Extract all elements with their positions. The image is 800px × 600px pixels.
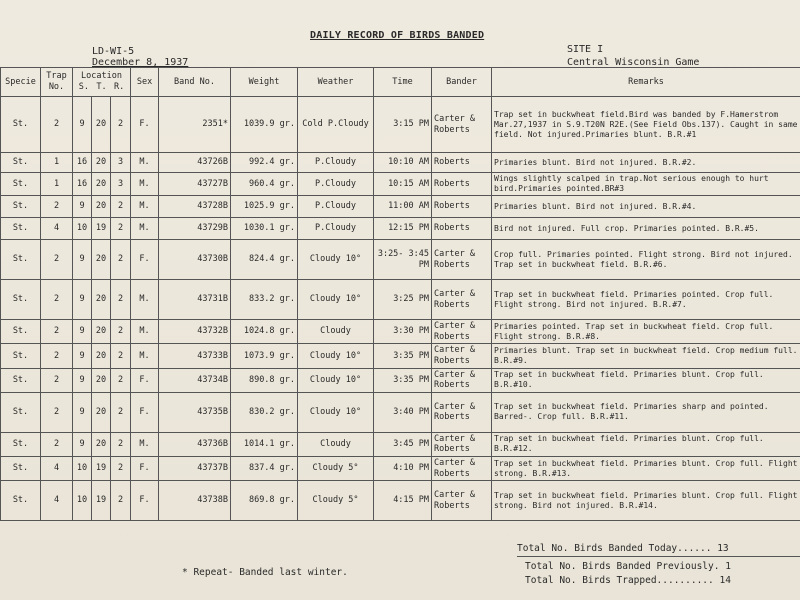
cell-trap: 2 (41, 196, 73, 218)
cell-time: 4:15 PM (374, 481, 432, 521)
cell-bander: Carter & Roberts (432, 432, 492, 456)
cell-species: St. (1, 97, 41, 153)
cell-species: St. (1, 196, 41, 218)
cell-remarks: Trap set in buckwheat field. Primaries sharp and pointed. Barred-. Crop full. B.R.#11. (492, 392, 800, 432)
cell-sex: M. (131, 344, 159, 368)
cell-loc-t: 20 (92, 392, 111, 432)
cell-remarks: Trap set in buckwheat field. Primaries blunt. Crop full. B.R.#12. (492, 432, 800, 456)
cell-loc-r: 3 (111, 153, 131, 173)
col-sex: Sex (131, 68, 159, 97)
col-weight: Weight (231, 68, 298, 97)
table-row (1, 97, 800, 153)
table-row (1, 280, 800, 320)
cell-loc-s: 10 (73, 457, 92, 481)
cell-species: St. (1, 240, 41, 280)
header-row (1, 68, 800, 97)
total-previously (525, 561, 731, 572)
cell-band: 43735B (159, 392, 231, 432)
cell-weather: Cloudy 10° (298, 280, 374, 320)
cell-remarks: Trap set in buckwheat field.Bird was banded by F.Hamerstrom Mar.27,1937 in S.9.T20N R2E.(See Field Obs.137). Caught in same field. Not injured.Primaries blunt. B.R.#1 (492, 97, 800, 153)
cell-trap: 2 (41, 320, 73, 344)
cell-bander: Carter & Roberts (432, 368, 492, 392)
col-trap: Trap No. (41, 68, 73, 97)
cell-band: 43731B (159, 280, 231, 320)
cell-band: 43730B (159, 240, 231, 280)
cell-bander: Carter & Roberts (432, 392, 492, 432)
cell-bander: Carter & Roberts (432, 240, 492, 280)
cell-sex: M. (131, 320, 159, 344)
cell-loc-t: 20 (92, 240, 111, 280)
cell-trap: 2 (41, 240, 73, 280)
cell-remarks: Primaries blunt. Bird not injured. B.R.#4. (492, 196, 800, 218)
cell-weight: 992.4 gr. (231, 153, 298, 173)
cell-remarks: Crop full. Primaries pointed. Flight strong. Bird not injured. Trap set in buckwheat field. B.R.#6. (492, 240, 800, 280)
col-location (73, 68, 131, 97)
cell-time: 10:15 AM (374, 173, 432, 196)
cell-loc-t: 20 (92, 432, 111, 456)
cell-sex: M. (131, 196, 159, 218)
cell-weather: Cloudy (298, 432, 374, 456)
col-location-sub (75, 82, 128, 93)
table-row (1, 218, 800, 240)
cell-weather: Cloudy 5° (298, 457, 374, 481)
cell-weight: 1024.8 gr. (231, 320, 298, 344)
cell-loc-s: 16 (73, 173, 92, 196)
cell-remarks: Trap set in buckwheat field. Primaries blunt. Crop full. B.R.#10. (492, 368, 800, 392)
cell-remarks: Trap set in buckwheat field. Primaries blunt. Crop full. Flight strong. Bird not injured. B.R.#14. (492, 481, 800, 521)
cell-loc-r: 2 (111, 240, 131, 280)
cell-weather: Cloudy 10° (298, 392, 374, 432)
table-row (1, 173, 800, 196)
cell-loc-r: 2 (111, 457, 131, 481)
cell-time: 3:40 PM (374, 392, 432, 432)
cell-species: St. (1, 368, 41, 392)
cell-time: 11:00 AM (374, 196, 432, 218)
cell-loc-s: 10 (73, 218, 92, 240)
cell-loc-r: 2 (111, 97, 131, 153)
cell-weather: P.Cloudy (298, 218, 374, 240)
cell-bander: Roberts (432, 153, 492, 173)
cell-loc-r: 2 (111, 280, 131, 320)
table-row (1, 196, 800, 218)
cell-time: 3:45 PM (374, 432, 432, 456)
cell-time: 10:10 AM (374, 153, 432, 173)
cell-loc-t: 19 (92, 457, 111, 481)
cell-remarks: Primaries blunt. Trap set in buckwheat field. Crop medium full. B.R.#9. (492, 344, 800, 368)
cell-weather: P.Cloudy (298, 173, 374, 196)
cell-time: 3:25 PM (374, 280, 432, 320)
cell-loc-r: 2 (111, 196, 131, 218)
totals-divider (517, 556, 800, 557)
cell-loc-r: 2 (111, 481, 131, 521)
cell-band: 43733B (159, 344, 231, 368)
cell-weather: Cloudy 10° (298, 368, 374, 392)
table-row (1, 320, 800, 344)
cell-loc-s: 9 (73, 432, 92, 456)
cell-weight: 837.4 gr. (231, 457, 298, 481)
cell-loc-s: 9 (73, 97, 92, 153)
cell-trap: 2 (41, 392, 73, 432)
col-species: Specie (1, 68, 41, 97)
cell-weight: 833.2 gr. (231, 280, 298, 320)
cell-species: St. (1, 218, 41, 240)
cell-trap: 1 (41, 153, 73, 173)
cell-loc-t: 20 (92, 97, 111, 153)
cell-band: 43727B (159, 173, 231, 196)
table-row (1, 344, 800, 368)
cell-trap: 2 (41, 97, 73, 153)
cell-weather: Cold P.Cloudy (298, 97, 374, 153)
col-band: Band No. (159, 68, 231, 97)
cell-sex: F. (131, 457, 159, 481)
col-loc-s: S. (78, 82, 89, 92)
cell-loc-r: 2 (111, 368, 131, 392)
cell-trap: 4 (41, 218, 73, 240)
cell-time: 3:15 PM (374, 97, 432, 153)
cell-species: St. (1, 392, 41, 432)
col-time: Time (374, 68, 432, 97)
cell-weight: 1039.9 gr. (231, 97, 298, 153)
cell-band: 43726B (159, 153, 231, 173)
cell-time: 3:30 PM (374, 320, 432, 344)
cell-bander: Roberts (432, 173, 492, 196)
cell-weather: Cloudy 5° (298, 481, 374, 521)
cell-band: 43736B (159, 432, 231, 456)
cell-bander: Roberts (432, 218, 492, 240)
cell-sex: F. (131, 368, 159, 392)
total-trapped (525, 575, 731, 586)
record-date: December 8, 1937 (92, 57, 189, 68)
cell-loc-s: 9 (73, 320, 92, 344)
cell-bander: Carter & Roberts (432, 457, 492, 481)
cell-species: St. (1, 280, 41, 320)
cell-loc-r: 2 (111, 218, 131, 240)
cell-loc-r: 2 (111, 344, 131, 368)
cell-time: 4:10 PM (374, 457, 432, 481)
cell-loc-t: 20 (92, 320, 111, 344)
table-row (1, 240, 800, 280)
cell-loc-s: 16 (73, 153, 92, 173)
cell-band: 43729B (159, 218, 231, 240)
cell-time: 12:15 PM (374, 218, 432, 240)
cell-weight: 1025.9 gr. (231, 196, 298, 218)
cell-sex: F. (131, 392, 159, 432)
cell-weather: P.Cloudy (298, 196, 374, 218)
col-location-label: Location (81, 71, 122, 82)
cell-remarks: Trap set in buckwheat field. Primaries blunt. Crop full. Flight strong. B.R.#13. (492, 457, 800, 481)
cell-loc-r: 2 (111, 320, 131, 344)
cell-weather: P.Cloudy (298, 153, 374, 173)
sheet-title: DAILY RECORD OF BIRDS BANDED (310, 30, 485, 41)
cell-band: 43734B (159, 368, 231, 392)
cell-band: 43728B (159, 196, 231, 218)
cell-species: St. (1, 153, 41, 173)
col-bander: Bander (432, 68, 492, 97)
cell-bander: Carter & Roberts (432, 97, 492, 153)
area-label: Central Wisconsin Game (567, 57, 700, 68)
cell-remarks: Trap set in buckwheat field. Primaries pointed. Crop full. Flight strong. Bird not injured. B.R.#7. (492, 280, 800, 320)
cell-trap: 2 (41, 280, 73, 320)
cell-weight: 869.8 gr. (231, 481, 298, 521)
cell-weight: 830.2 gr. (231, 392, 298, 432)
cell-sex: M. (131, 173, 159, 196)
cell-bander: Carter & Roberts (432, 344, 492, 368)
repeat-note: * Repeat- Banded last winter. (182, 567, 348, 578)
table-row (1, 368, 800, 392)
cell-trap: 4 (41, 481, 73, 521)
cell-loc-t: 20 (92, 173, 111, 196)
cell-bander: Carter & Roberts (432, 481, 492, 521)
cell-weather: Cloudy 10° (298, 344, 374, 368)
total-trapped-value: 14 (719, 575, 731, 586)
cell-species: St. (1, 481, 41, 521)
banding-table (0, 67, 800, 521)
total-today-label: Total No. Birds Banded Today...... (517, 543, 712, 554)
col-remarks: Remarks (492, 68, 800, 97)
cell-loc-s: 9 (73, 280, 92, 320)
cell-loc-s: 9 (73, 368, 92, 392)
cell-loc-t: 20 (92, 368, 111, 392)
cell-loc-s: 10 (73, 481, 92, 521)
table-row (1, 153, 800, 173)
cell-weather: Cloudy 10° (298, 240, 374, 280)
total-today (517, 543, 729, 554)
total-previously-label: Total No. Birds Banded Previously. (525, 561, 720, 572)
cell-bander: Carter & Roberts (432, 320, 492, 344)
cell-sex: M. (131, 153, 159, 173)
cell-bander: Roberts (432, 196, 492, 218)
table-row (1, 392, 800, 432)
cell-sex: M. (131, 218, 159, 240)
cell-weight: 960.4 gr. (231, 173, 298, 196)
cell-remarks: Primaries pointed. Trap set in buckwheat field. Crop full. Flight strong. B.R.#8. (492, 320, 800, 344)
cell-loc-t: 20 (92, 280, 111, 320)
cell-loc-t: 20 (92, 196, 111, 218)
cell-band: 43732B (159, 320, 231, 344)
cell-sex: F. (131, 240, 159, 280)
cell-weather: Cloudy (298, 320, 374, 344)
cell-species: St. (1, 457, 41, 481)
cell-band: 43738B (159, 481, 231, 521)
cell-band: 43737B (159, 457, 231, 481)
cell-trap: 2 (41, 368, 73, 392)
cell-bander: Carter & Roberts (432, 280, 492, 320)
cell-loc-r: 2 (111, 392, 131, 432)
cell-sex: F. (131, 97, 159, 153)
col-weather: Weather (298, 68, 374, 97)
cell-weight: 1014.1 gr. (231, 432, 298, 456)
cell-trap: 1 (41, 173, 73, 196)
cell-loc-r: 3 (111, 173, 131, 196)
cell-remarks: Bird not injured. Full crop. Primaries pointed. B.R.#5. (492, 218, 800, 240)
cell-trap: 4 (41, 457, 73, 481)
cell-sex: F. (131, 481, 159, 521)
cell-trap: 2 (41, 344, 73, 368)
total-trapped-label: Total No. Birds Trapped.......... (525, 575, 714, 586)
cell-weight: 890.8 gr. (231, 368, 298, 392)
col-loc-t: T. (96, 82, 107, 92)
cell-sex: M. (131, 280, 159, 320)
cell-remarks: Primaries blunt. Bird not injured. B.R.#2. (492, 153, 800, 173)
table-row (1, 481, 800, 521)
cell-band: 2351* (159, 97, 231, 153)
cell-sex: M. (131, 432, 159, 456)
cell-species: St. (1, 432, 41, 456)
table-row (1, 432, 800, 456)
cell-loc-t: 19 (92, 218, 111, 240)
cell-loc-t: 20 (92, 153, 111, 173)
cell-trap: 2 (41, 432, 73, 456)
cell-time: 3:35 PM (374, 344, 432, 368)
total-previously-value: 1 (725, 561, 731, 572)
cell-loc-t: 19 (92, 481, 111, 521)
cell-loc-s: 9 (73, 344, 92, 368)
cell-species: St. (1, 173, 41, 196)
cell-weight: 1030.1 gr. (231, 218, 298, 240)
cell-time: 3:35 PM (374, 368, 432, 392)
cell-species: St. (1, 320, 41, 344)
record-code: LD-WI-5 (92, 46, 135, 57)
table-row (1, 457, 800, 481)
cell-loc-s: 9 (73, 392, 92, 432)
cell-loc-r: 2 (111, 432, 131, 456)
cell-weight: 1073.9 gr. (231, 344, 298, 368)
cell-time: 3:25- 3:45 PM (374, 240, 432, 280)
site-label: SITE I (567, 44, 604, 55)
cell-remarks: Wings slightly scalped in trap.Not serious enough to hurt bird.Primaries pointed.BR#3 (492, 173, 800, 196)
col-loc-r: R. (114, 82, 125, 92)
cell-loc-s: 9 (73, 240, 92, 280)
cell-weight: 824.4 gr. (231, 240, 298, 280)
total-today-value: 13 (717, 543, 729, 554)
cell-loc-t: 20 (92, 344, 111, 368)
cell-loc-s: 9 (73, 196, 92, 218)
cell-species: St. (1, 344, 41, 368)
